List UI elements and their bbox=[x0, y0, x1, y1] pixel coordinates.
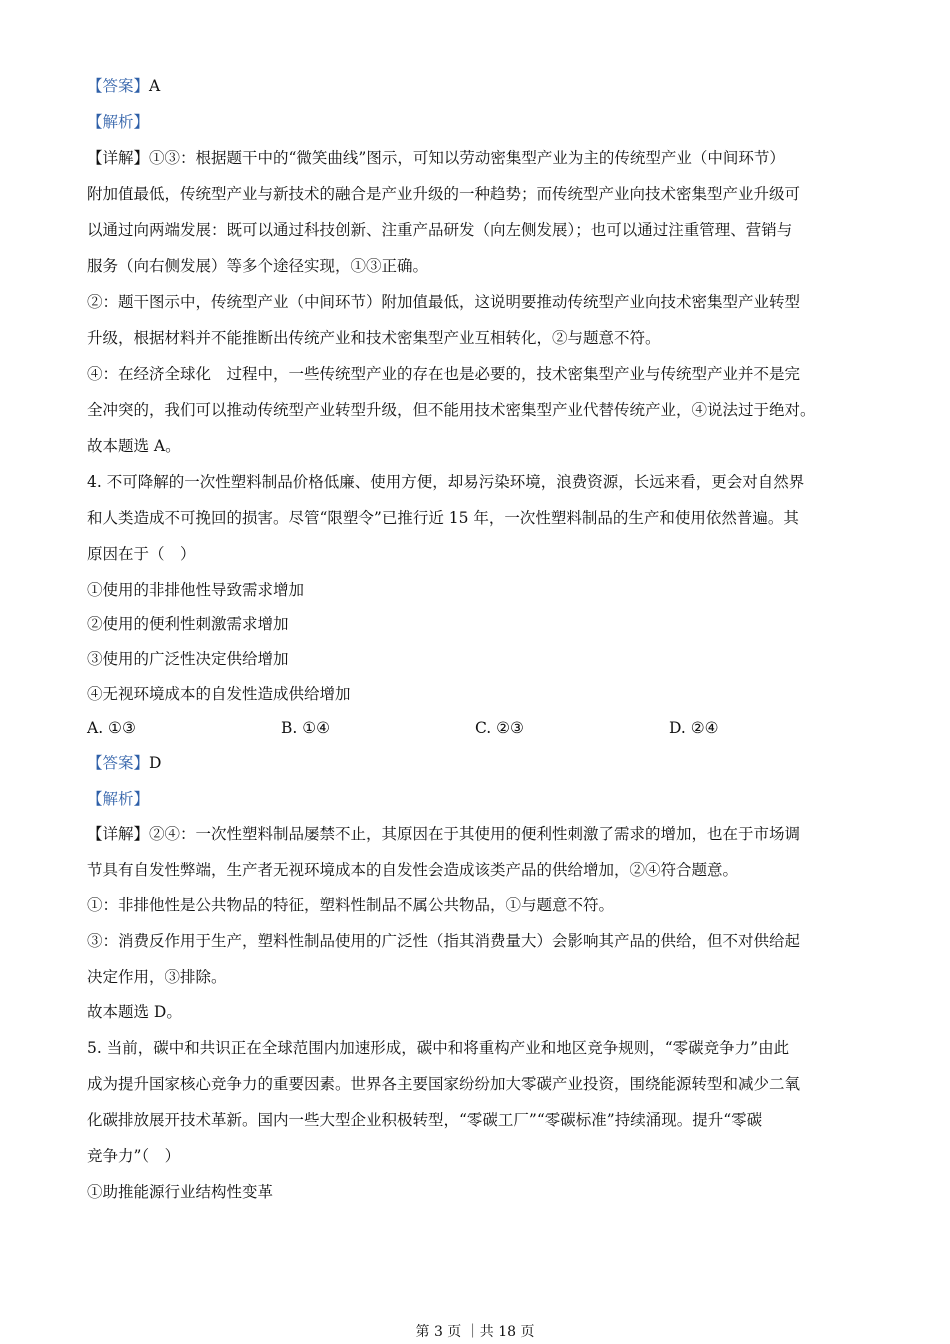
q3-detail-line: 升级，根据材料并不能推断出传统产业和技术密集型产业互相转化，②与题意不符。 bbox=[87, 329, 661, 347]
q4-detail-line: ③：消费反作用于生产，塑料性制品使用的广泛性（指其消费量大）会影响其产品的供给，但不对供给起 bbox=[87, 932, 801, 950]
q4-item: ④无视环境成本的自发性造成供给增加 bbox=[87, 685, 351, 703]
q3-detail-line: 全冲突的，我们可以推动传统型产业转型升级，但不能用技术密集型产业代替传统产业，④说法过于绝对。 bbox=[87, 401, 816, 419]
q4-stem-line: 原因在于（ ） bbox=[87, 545, 196, 563]
q5-stem-line: 竞争力”（ ） bbox=[87, 1147, 181, 1165]
q3-conclusion: 故本题选 A。 bbox=[87, 437, 181, 455]
q5-stem-line: 5. 当前，碳中和共识正在全球范围内加速形成，碳中和将重构产业和地区竞争规则，“零碳竞争力”由此 bbox=[87, 1039, 790, 1057]
q4-stem-line: 4. 不可降解的一次性塑料制品价格低廉、使用方便，却易污染环境，浪费资源，长远来看，更会对自然界 bbox=[87, 473, 805, 491]
q3-detail-line: 附加值最低，传统型产业与新技术的融合是产业升级的一种趋势；而传统型产业向技术密集型产业升级可 bbox=[87, 185, 801, 203]
q4-item: ③使用的广泛性决定供给增加 bbox=[87, 650, 289, 668]
answer-value: D bbox=[149, 754, 162, 772]
q3-detail-line: 以通过向两端发展：既可以通过科技创新、注重产品研发（向左侧发展）；也可以通过注重管理、营销与 bbox=[87, 221, 793, 239]
page-footer: 第 3 页 ｜共 18 页 bbox=[415, 1324, 535, 1340]
q4-option-c: C. ②③ bbox=[475, 719, 524, 737]
q4-answer bbox=[87, 752, 161, 774]
q4-stem-line: 和人类造成不可挽回的损害。尽管“限塑令”已推行近 15 年，一次性塑料制品的生产和使用依然普遍。其 bbox=[87, 509, 799, 527]
answer-tag: 【答案】 bbox=[87, 754, 150, 772]
q3-analysis-tag: 【解析】 bbox=[87, 113, 150, 131]
q3-detail-line: ②：题干图示中，传统型产业（中间环节）附加值最低，这说明要推动传统型产业向技术密集型产业转型 bbox=[87, 293, 801, 311]
q5-item: ①助推能源行业结构性变革 bbox=[87, 1183, 274, 1201]
q4-detail-line: 决定作用，③排除。 bbox=[87, 968, 227, 986]
q5-stem-line: 化碳排放展开技术革新。国内一些大型企业积极转型，“零碳工厂”“零碳标准”持续涌现。提升“零碳 bbox=[87, 1111, 763, 1129]
q4-analysis-tag: 【解析】 bbox=[87, 790, 150, 808]
answer-tag: 【答案】 bbox=[87, 77, 150, 95]
q4-conclusion: 故本题选 D。 bbox=[87, 1003, 182, 1021]
q3-detail-line: 【详解】①③：根据题干中的“微笑曲线”图示，可知以劳动密集型产业为主的传统型产业（中间环节） bbox=[87, 149, 785, 167]
q3-detail-line: 服务（向右侧发展）等多个途径实现，①③正确。 bbox=[87, 257, 429, 275]
q4-detail-line: 【详解】②④：一次性塑料制品屡禁不止，其原因在于其使用的便利性刺激了需求的增加，也在于市场调 bbox=[87, 825, 801, 843]
q4-option-d: D. ②④ bbox=[669, 719, 719, 737]
q3-detail-line: ④：在经济全球化 过程中，一些传统型产业的存在也是必要的，技术密集型产业与传统型产业并不是完 bbox=[87, 365, 801, 383]
q4-option-b: B. ①④ bbox=[281, 719, 331, 737]
answer-value: A bbox=[149, 77, 161, 95]
q4-option-a: A. ①③ bbox=[87, 719, 136, 737]
q4-detail-line: ①：非排他性是公共物品的特征，塑料性制品不属公共物品，①与题意不符。 bbox=[87, 896, 615, 914]
q3-answer bbox=[87, 75, 160, 97]
q5-stem-line: 成为提升国家核心竞争力的重要因素。世界各主要国家纷纷加大零碳产业投资，围绕能源转型和减少二氧 bbox=[87, 1075, 801, 1093]
q4-item: ②使用的便利性刺激需求增加 bbox=[87, 615, 289, 633]
q4-item: ①使用的非排他性导致需求增加 bbox=[87, 581, 305, 599]
q4-detail-line: 节具有自发性弊端，生产者无视环境成本的自发性会造成该类产品的供给增加，②④符合题意。 bbox=[87, 861, 739, 879]
